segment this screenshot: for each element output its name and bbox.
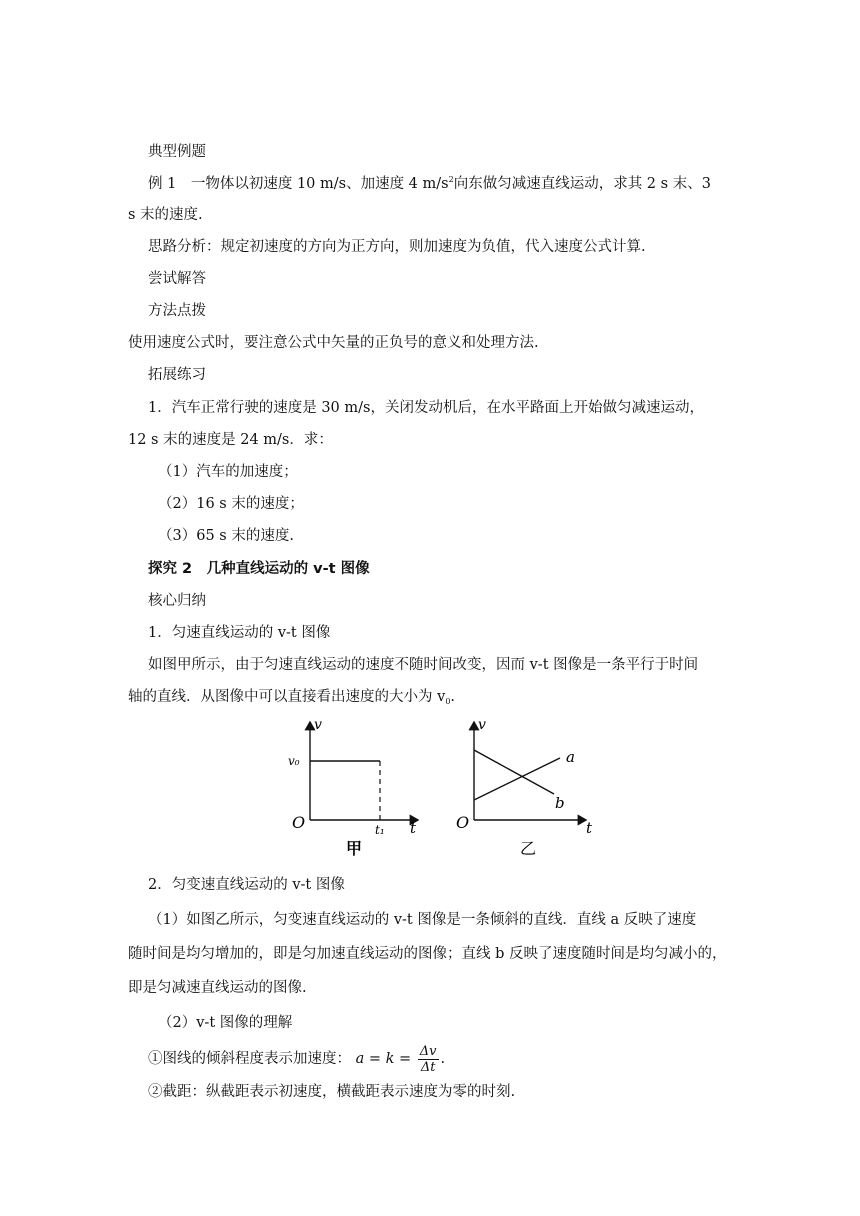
slope-fraction: $\frac{\Delta v}{\Delta t}$ <box>419 1043 437 1075</box>
yi-origin: O <box>456 813 470 832</box>
jia-v0-label: v₀ <box>288 754 300 768</box>
try-answer: 尝试解答 <box>148 271 206 287</box>
method-text: 使用速度公式时，要注意公式中矢量的正负号的意义和处理方法. <box>128 335 539 351</box>
heading-examples: 典型例题 <box>148 144 206 160</box>
slope-line: ①图线的倾斜程度表示加速度： a = k = $\frac{\Delta v}{\Delta t}$ . <box>148 1043 446 1075</box>
jia-caption: 甲 <box>346 839 363 858</box>
yi-b-label: b <box>555 794 565 812</box>
point2-line1: （1）如图乙所示，匀变速直线运动的 v-t 图像是一条倾斜的直线．直线 a 反映了速度 <box>148 912 697 928</box>
yi-caption: 乙 <box>520 839 537 858</box>
exercise1-q2: （2）16 s 末的速度； <box>158 496 304 512</box>
understanding-title: （2）v-t 图像的理解 <box>158 1015 293 1031</box>
section2-title: 探究 2 几种直线运动的 v-t 图像 <box>148 561 370 577</box>
point2-line2: 随时间是均匀增加的，即是匀加速直线运动的图像；直线 b 反映了速度随时间是均匀减小的， <box>128 946 727 962</box>
yi-line-b <box>474 750 554 794</box>
yi-v-label: v <box>478 717 486 733</box>
point2-line3: 即是匀减速直线运动的图像. <box>128 980 307 996</box>
yi-a-label: a <box>566 748 575 766</box>
exercise1-q1: （1）汽车的加速度； <box>158 464 298 480</box>
point2-title: 2．匀变速直线运动的 v-t 图像 <box>148 877 345 893</box>
point1-line2: 轴的直线．从图像中可以直接看出速度的大小为 $v_0$. <box>128 689 456 706</box>
exercise1-q3: （3）65 s 末的速度. <box>158 528 294 544</box>
method-tip: 方法点拨 <box>148 303 206 319</box>
example1-line2: s 末的速度. <box>128 207 203 223</box>
yi-line-a <box>474 758 560 800</box>
extension: 拓展练习 <box>148 367 206 383</box>
point1-title: 1．匀速直线运动的 v-t 图像 <box>148 625 331 641</box>
yi-t-label: t <box>586 819 593 837</box>
exercise1-line1: 1．汽车正常行驶的速度是 30 m/s，关闭发动机后，在水平路面上开始做匀减速运动， <box>148 400 704 416</box>
analysis: 思路分析：规定初速度的方向为正方向，则加速度为负值，代入速度公式计算. <box>148 239 646 255</box>
jia-t1-label: t₁ <box>375 823 385 837</box>
jia-v-label: v <box>314 717 322 733</box>
point1-line1: 如图甲所示，由于匀速直线运动的速度不随时间改变，因而 v-t 图像是一条平行于时间 <box>148 657 699 673</box>
jia-origin: O <box>292 813 306 832</box>
jia-t-label: t <box>410 819 417 837</box>
figure-yi <box>452 716 602 861</box>
intercept-line: ②截距：纵截距表示初速度，横截距表示速度为零的时刻. <box>148 1084 516 1100</box>
slope-formula-lhs: a = k = <box>355 1051 412 1067</box>
exercise1-line2: 12 s 末的速度是 24 m/s．求： <box>128 432 333 448</box>
figure-jia <box>280 716 440 861</box>
core-summary: 核心归纳 <box>148 593 206 609</box>
example1-line1: 例 1 一物体以初速度 10 m/s、加速度 4 $m/s^2$向东做匀减速直线运动，求其 2 s 末、3 <box>148 175 711 192</box>
